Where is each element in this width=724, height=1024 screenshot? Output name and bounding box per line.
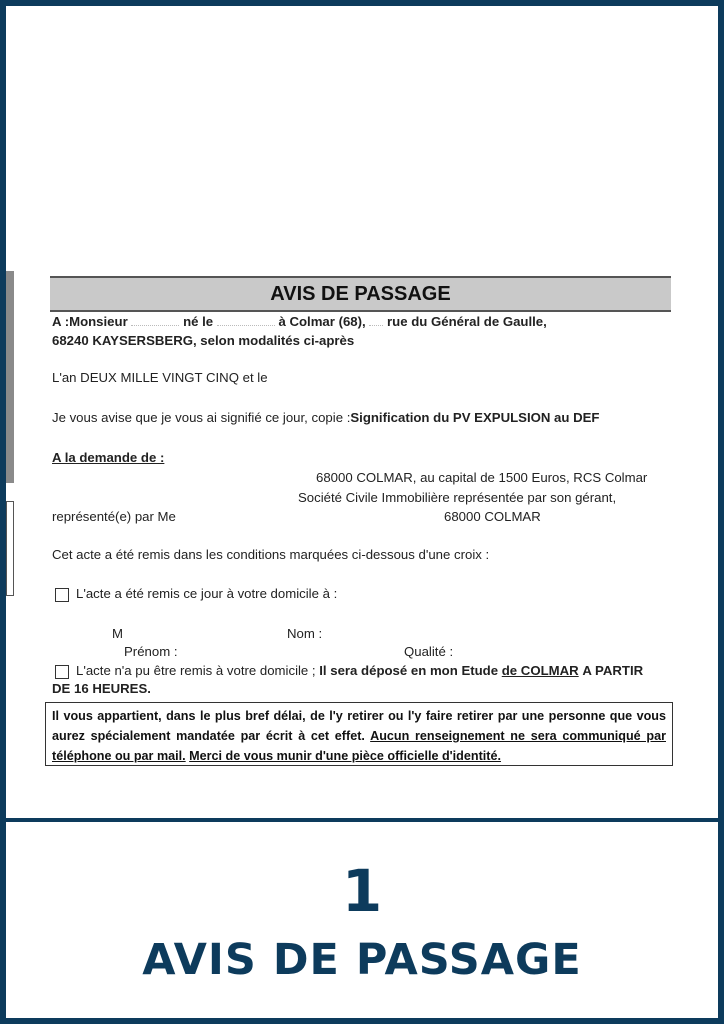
birth-label: né le (183, 314, 214, 329)
date-line: L'an DEUX MILLE VINGT CINQ et le (52, 370, 268, 385)
redacted-date (217, 325, 275, 326)
notice-line (52, 410, 599, 425)
option-1-label: L'acte a été remis ce jour à votre domicile à : (76, 586, 338, 601)
field-nom: Nom : (287, 626, 323, 641)
field-qualite: Qualité : (404, 644, 454, 659)
caption-number: 1 (341, 857, 383, 925)
option-2-text: L'acte n'a pu être remis à votre domicile ; (76, 663, 316, 678)
option-2-city: de COLMAR (501, 663, 579, 678)
represented-city: 68000 COLMAR (444, 509, 541, 524)
option-2-deposit: Il sera déposé en mon Etude (319, 663, 499, 678)
notice-subject: Signification du PV EXPULSION au DEF (350, 410, 600, 425)
recipient-line-2: 68240 KAYSERSBERG, selon modalités ci-après (52, 333, 355, 348)
document-title: AVIS DE PASSAGE (50, 276, 671, 312)
document-photo (6, 6, 718, 818)
notice-prefix: Je vous avise que je vous ai signifié ce jour, copie : (52, 410, 351, 425)
recipient-label: A :Monsieur (52, 314, 128, 329)
caption-divider (0, 818, 724, 822)
field-prenom: Prénom : (124, 644, 178, 659)
caption-title: AVIS DE PASSAGE (142, 935, 582, 985)
request-line-2: Société Civile Immobilière représentée par son gérant, (298, 490, 617, 505)
redacted-number (369, 325, 383, 326)
option-2-checkbox[interactable] (55, 665, 69, 679)
notice-document (6, 6, 718, 818)
request-line-1: 68000 COLMAR, au capital de 1500 Euros, RCS Colmar (316, 470, 648, 485)
request-heading: A la demande de : (52, 450, 165, 465)
notice-box-text-2: Aucun renseignement ne sera communiqué par téléphone ou par mail. (52, 729, 666, 763)
notice-box-text-3: Merci de vous munir d'une pièce officielle d'identité. (189, 749, 501, 763)
represented-by: représenté(e) par Me (52, 509, 176, 524)
street: rue du Général de Gaulle, (387, 314, 547, 329)
option-2-line-2: DE 16 HEURES. (52, 681, 151, 696)
option-2-line-1 (76, 663, 643, 678)
notice-box-text (52, 706, 666, 766)
field-m: M (112, 626, 123, 641)
conditions-line: Cet acte a été remis dans les conditions marquées ci-dessous d'une croix : (52, 547, 490, 562)
redacted-name (131, 325, 179, 326)
recipient-line-1 (52, 314, 547, 329)
notice-box-text-1: Il vous appartient, dans le plus bref délai, de l'y retirer ou l'y faire retirer par une personne que vous aurez spécialement mandatée par écrit à cet effet. (52, 709, 666, 743)
option-2-from: A PARTIR (582, 663, 644, 678)
birth-place: à Colmar (68), (278, 314, 366, 329)
option-1-checkbox[interactable] (55, 588, 69, 602)
